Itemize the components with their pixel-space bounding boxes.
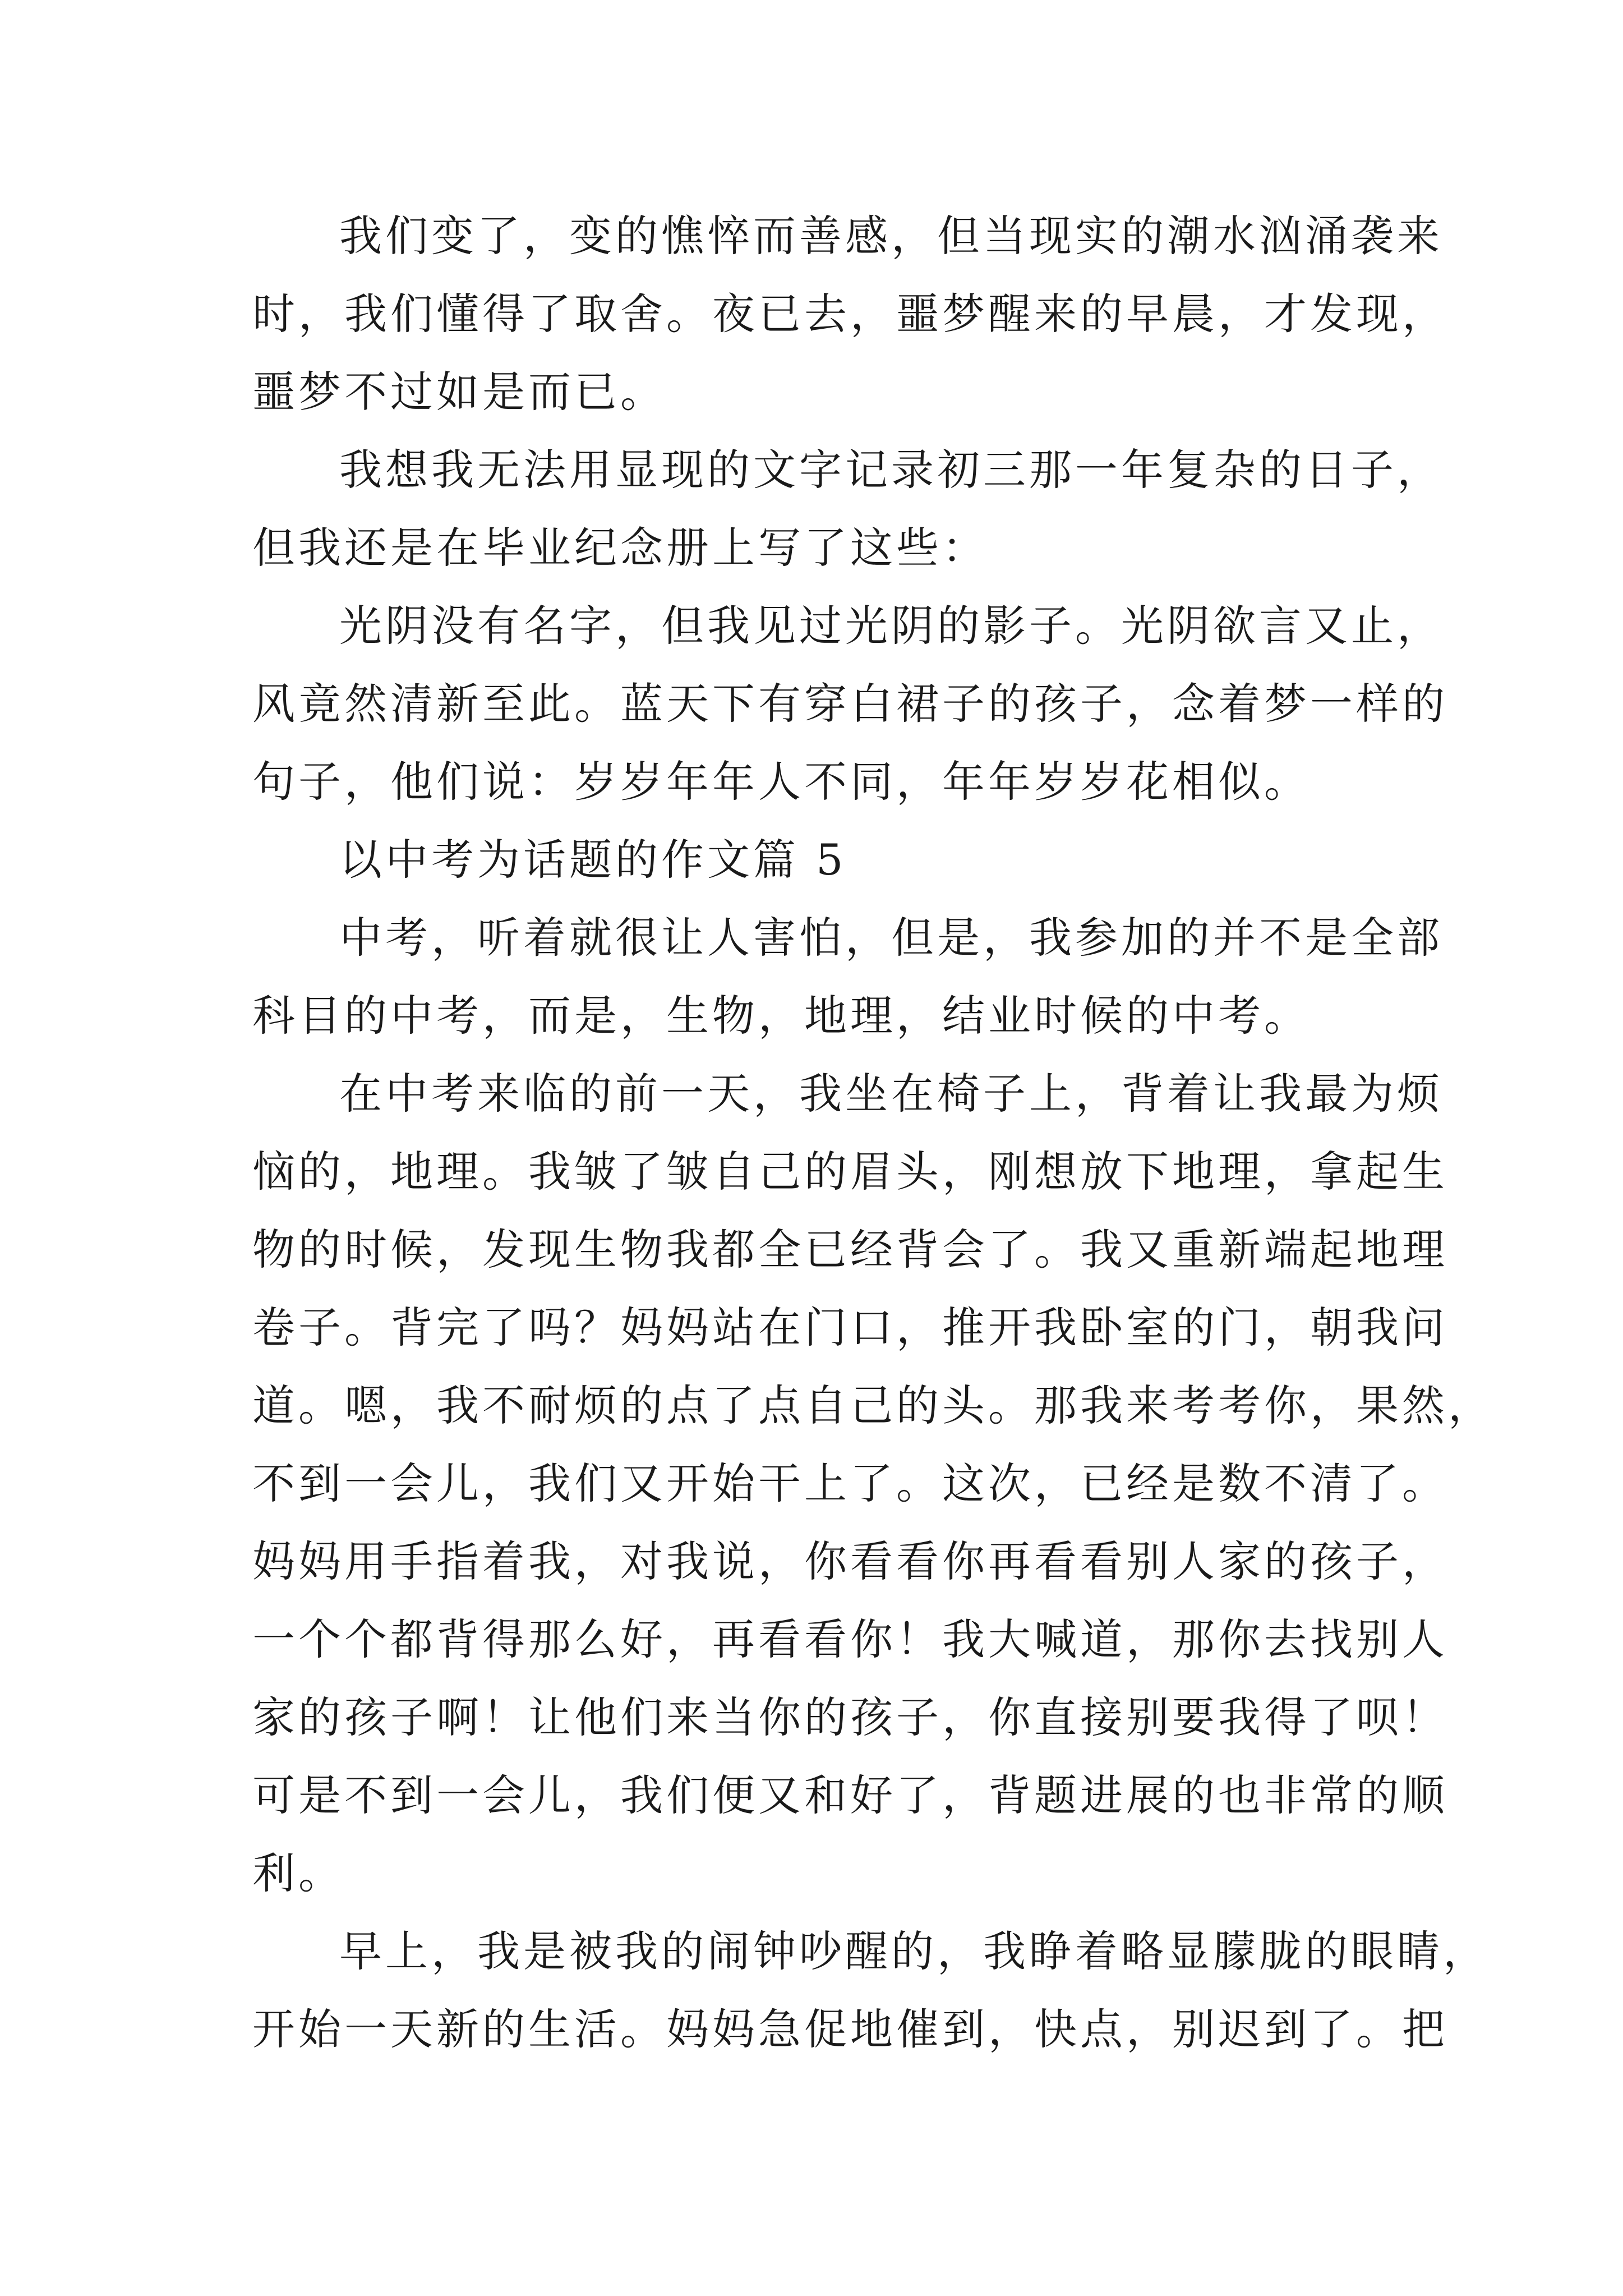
text-line: 可是不到一会儿，我们便又和好了，背题进展的也非常的顺 xyxy=(252,1770,1448,1820)
text-line: 句子，他们说：岁岁年年人不同，年年岁岁花相似。 xyxy=(252,757,1310,807)
text-line: 中考，听着就很让人害怕，但是，我参加的并不是全部 xyxy=(339,913,1443,963)
text-line: 一个个都背得那么好，再看看你！我大喊道，那你去找别人 xyxy=(252,1614,1448,1664)
text-line: 利。 xyxy=(252,1848,344,1898)
text-line: 恼的，地理。我皱了皱自己的眉头，刚想放下地理，拿起生 xyxy=(252,1147,1448,1197)
text-line: 风竟然清新至此。蓝天下有穿白裙子的孩子，念着梦一样的 xyxy=(252,679,1448,729)
text-line: 家的孩子啊！让他们来当你的孩子，你直接别要我得了呗！ xyxy=(252,1692,1448,1742)
text-line: 光阴没有名字，但我见过光阴的影子。光阴欲言又止， xyxy=(339,601,1443,651)
text-line: 科目的中考，而是，生物，地理，结业时候的中考。 xyxy=(252,991,1310,1041)
text-line: 物的时候，发现生物我都全已经背会了。我又重新端起地理 xyxy=(252,1225,1448,1274)
text-line: 卷子。背完了吗？妈妈站在门口，推开我卧室的门，朝我问 xyxy=(252,1303,1448,1352)
section-heading: 以中考为话题的作文篇 5 xyxy=(339,835,847,885)
text-line: 妈妈用手指着我，对我说，你看看你再看看别人家的孩子， xyxy=(252,1536,1448,1586)
text-line: 我想我无法用显现的文字记录初三那一年复杂的日子， xyxy=(339,445,1443,495)
text-line: 道。嗯，我不耐烦的点了点自己的头。那我来考考你，果然， xyxy=(252,1381,1494,1430)
text-line: 在中考来临的前一天，我坐在椅子上，背着让我最为烦 xyxy=(339,1069,1443,1119)
text-line: 我们变了，变的憔悴而善感，但当现实的潮水汹涌袭来 xyxy=(339,211,1443,261)
text-line: 开始一天新的生活。妈妈急促地催到，快点，别迟到了。把 xyxy=(252,2004,1448,2054)
text-line: 噩梦不过如是而已。 xyxy=(252,367,666,417)
text-line: 早上，我是被我的闹钟吵醒的，我睁着略显朦胧的眼睛， xyxy=(339,1926,1489,1976)
text-line: 时，我们懂得了取舍。夜已去，噩梦醒来的早晨，才发现， xyxy=(252,289,1448,339)
text-line: 不到一会儿，我们又开始干上了。这次，已经是数不清了。 xyxy=(252,1458,1448,1508)
text-line: 但我还是在毕业纪念册上写了这些： xyxy=(252,523,988,573)
